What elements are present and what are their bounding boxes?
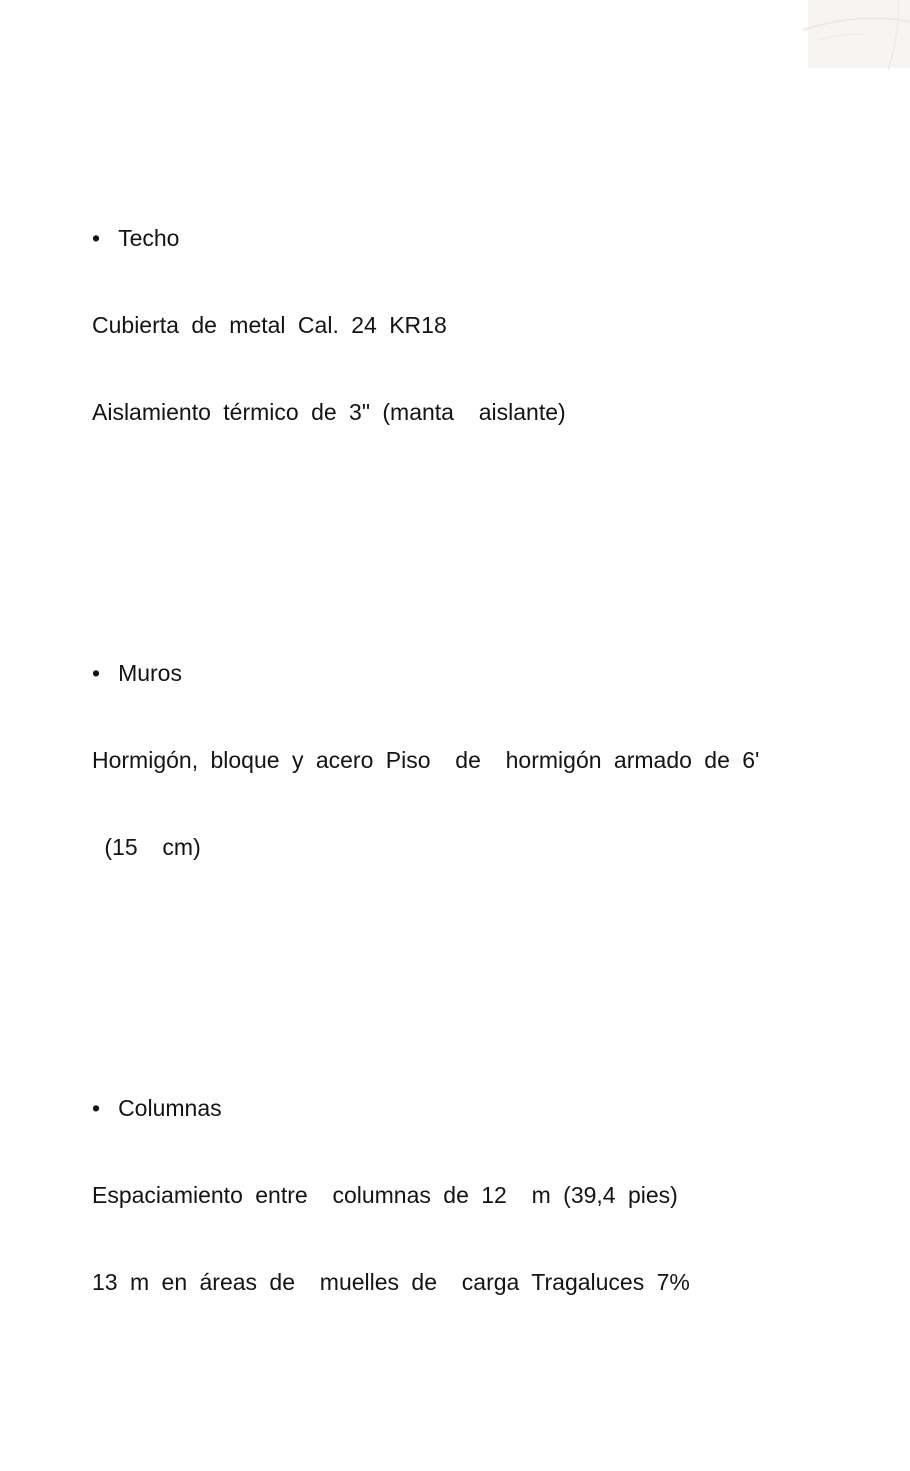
section-line: (15 cm) bbox=[92, 834, 201, 860]
bullet-icon: • bbox=[92, 660, 101, 686]
photo-corner-curves bbox=[808, 0, 910, 68]
section-muros bbox=[92, 601, 759, 920]
section-heading: Muros bbox=[118, 660, 182, 686]
faded-photo-corner bbox=[808, 0, 910, 68]
section-heading-row bbox=[92, 659, 759, 688]
section-heading: Techo bbox=[118, 225, 180, 251]
section-heading-row bbox=[92, 1094, 759, 1123]
slide-text-block bbox=[92, 79, 759, 1471]
section-line: Hormigón, bloque y acero Piso de hormigón armado de 6' bbox=[92, 747, 760, 773]
bullet-icon: • bbox=[92, 1095, 101, 1121]
section-heading: Columnas bbox=[118, 1095, 222, 1121]
section-line: 13 m en áreas de muelles de carga Tragaluces 7% bbox=[92, 1269, 690, 1295]
section-heading-row bbox=[92, 224, 759, 253]
section-line: Aislamiento térmico de 3" (manta aislante) bbox=[92, 399, 566, 425]
section-columnas bbox=[92, 1036, 759, 1355]
section-techo bbox=[92, 166, 759, 485]
bullet-icon: • bbox=[92, 225, 101, 251]
section-line: Espaciamiento entre columnas de 12 m (39,4 pies) bbox=[92, 1182, 678, 1208]
section-line: Cubierta de metal Cal. 24 KR18 bbox=[92, 312, 447, 338]
